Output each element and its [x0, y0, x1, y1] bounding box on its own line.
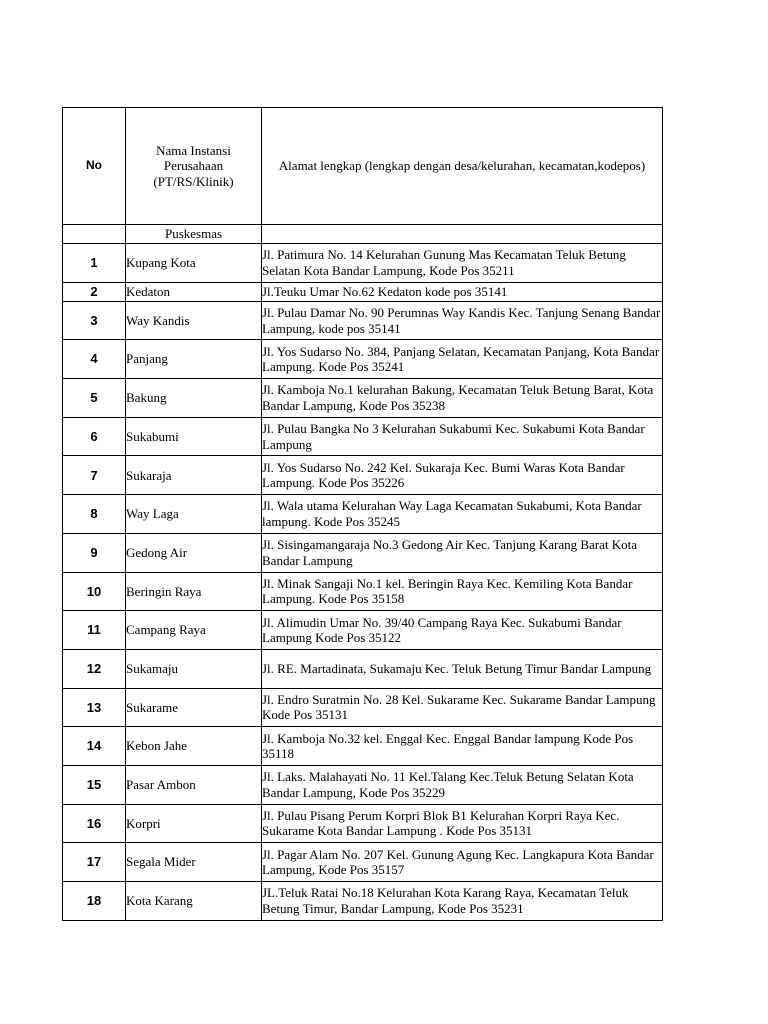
institution-address: Jl. RE. Martadinata, Sukamaju Kec. Teluk Betung Timur Bandar Lampung	[262, 649, 663, 688]
institution-address: JL.Teluk Ratai No.18 Kelurahan Kota Karang Raya, Kecamatan Teluk Betung Timur, Bandar Lampung, Kode Pos 35231	[262, 882, 663, 921]
institution-address: Jl. Pulau Damar No. 90 Perumnas Way Kandis Kec. Tanjung Senang Bandar Lampung, kode pos 35141	[262, 301, 663, 340]
institution-name: Kota Karang	[126, 882, 262, 921]
row-number: 13	[63, 688, 126, 727]
table-row	[63, 688, 663, 727]
header-name: Nama Instansi Perusahaan (PT/RS/Klinik)	[126, 108, 262, 225]
table-row	[63, 417, 663, 456]
table-row	[63, 843, 663, 882]
institution-address: Jl. Patimura No. 14 Kelurahan Gunung Mas Kecamatan Teluk Betung Selatan Kota Bandar Lampung, Kode Pos 35211	[262, 244, 663, 283]
row-number: 2	[63, 282, 126, 301]
row-number: 3	[63, 301, 126, 340]
institution-address: Jl. Yos Sudarso No. 384, Panjang Selatan, Kecamatan Panjang, Kota Bandar Lampung. Kode Pos 35241	[262, 340, 663, 379]
institution-name: Panjang	[126, 340, 262, 379]
institution-name: Sukabumi	[126, 417, 262, 456]
row-number: 6	[63, 417, 126, 456]
row-number: 16	[63, 804, 126, 843]
table-row	[63, 765, 663, 804]
row-number: 8	[63, 495, 126, 534]
row-number: 15	[63, 765, 126, 804]
institution-name: Kupang Kota	[126, 244, 262, 283]
institution-name: Gedong Air	[126, 533, 262, 572]
institution-address: Jl. Pagar Alam No. 207 Kel. Gunung Agung Kec. Langkapura Kota Bandar Lampung, Kode Pos 35157	[262, 843, 663, 882]
institution-address: Jl. Pulau Bangka No 3 Kelurahan Sukabumi Kec. Sukabumi Kota Bandar Lampung	[262, 417, 663, 456]
institution-name: Sukaraja	[126, 456, 262, 495]
institution-address: Jl.Teuku Umar No.62 Kedaton kode pos 35141	[262, 282, 663, 301]
institution-name: Pasar Ambon	[126, 765, 262, 804]
institution-address: Jl. Endro Suratmin No. 28 Kel. Sukarame Kec. Sukarame Bandar Lampung Kode Pos 35131	[262, 688, 663, 727]
institution-name: Kebon Jahe	[126, 727, 262, 766]
row-number: 12	[63, 649, 126, 688]
table-row	[63, 282, 663, 301]
row-number: 17	[63, 843, 126, 882]
row-number: 9	[63, 533, 126, 572]
row-number: 7	[63, 456, 126, 495]
header-no: No	[63, 108, 126, 225]
section-address-cell	[262, 225, 663, 244]
row-number: 4	[63, 340, 126, 379]
row-number: 18	[63, 882, 126, 921]
table-row	[63, 379, 663, 418]
table-row	[63, 495, 663, 534]
row-number: 11	[63, 611, 126, 650]
table-row	[63, 533, 663, 572]
table-row	[63, 301, 663, 340]
table-row	[63, 456, 663, 495]
institution-address: Jl. Wala utama Kelurahan Way Laga Kecamatan Sukabumi, Kota Bandar lampung. Kode Pos 35245	[262, 495, 663, 534]
table-body	[63, 108, 663, 921]
institution-name: Korpri	[126, 804, 262, 843]
row-number: 10	[63, 572, 126, 611]
institution-address: Jl. Yos Sudarso No. 242 Kel. Sukaraja Kec. Bumi Waras Kota Bandar Lampung. Kode Pos 35226	[262, 456, 663, 495]
institution-address: Jl. Alimudin Umar No. 39/40 Campang Raya Kec. Sukabumi Bandar Lampung Kode Pos 35122	[262, 611, 663, 650]
institution-address: Jl. Kamboja No.1 kelurahan Bakung, Kecamatan Teluk Betung Barat, Kota Bandar Lampung, Kode Pos 35238	[262, 379, 663, 418]
table-row	[63, 727, 663, 766]
row-number: 14	[63, 727, 126, 766]
institution-table	[62, 107, 663, 921]
table-row	[63, 649, 663, 688]
header-address: Alamat lengkap (lengkap dengan desa/kelurahan, kecamatan,kodepos)	[262, 108, 663, 225]
institution-name: Sukamaju	[126, 649, 262, 688]
row-number: 1	[63, 244, 126, 283]
institution-address: Jl. Laks. Malahayati No. 11 Kel.Talang Kec.Teluk Betung Selatan Kota Bandar Lampung, Kode Pos 35229	[262, 765, 663, 804]
institution-name: Way Kandis	[126, 301, 262, 340]
institution-address: Jl. Kamboja No.32 kel. Enggal Kec. Enggal Bandar lampung Kode Pos 35118	[262, 727, 663, 766]
institution-address: Jl. Pulau Pisang Perum Korpri Blok B1 Kelurahan Korpri Raya Kec. Sukarame Kota Bandar Lampung . Kode Pos 35131	[262, 804, 663, 843]
institution-name: Campang Raya	[126, 611, 262, 650]
table-row	[63, 572, 663, 611]
institution-name: Segala Mider	[126, 843, 262, 882]
table-header-row	[63, 108, 663, 225]
table-row	[63, 804, 663, 843]
institution-address: Jl. Sisingamangaraja No.3 Gedong Air Kec. Tanjung Karang Barat Kota Bandar Lampung	[262, 533, 663, 572]
row-number: 5	[63, 379, 126, 418]
institution-name: Way Laga	[126, 495, 262, 534]
institution-name: Sukarame	[126, 688, 262, 727]
institution-name: Kedaton	[126, 282, 262, 301]
institution-name: Bakung	[126, 379, 262, 418]
institution-address: Jl. Minak Sangaji No.1 kel. Beringin Raya Kec. Kemiling Kota Bandar Lampung. Kode Pos 35158	[262, 572, 663, 611]
section-no-cell	[63, 225, 126, 244]
table-row	[63, 244, 663, 283]
table-row	[63, 340, 663, 379]
institution-name: Beringin Raya	[126, 572, 262, 611]
section-row	[63, 225, 663, 244]
table-row	[63, 882, 663, 921]
section-label: Puskesmas	[126, 225, 262, 244]
table-row	[63, 611, 663, 650]
